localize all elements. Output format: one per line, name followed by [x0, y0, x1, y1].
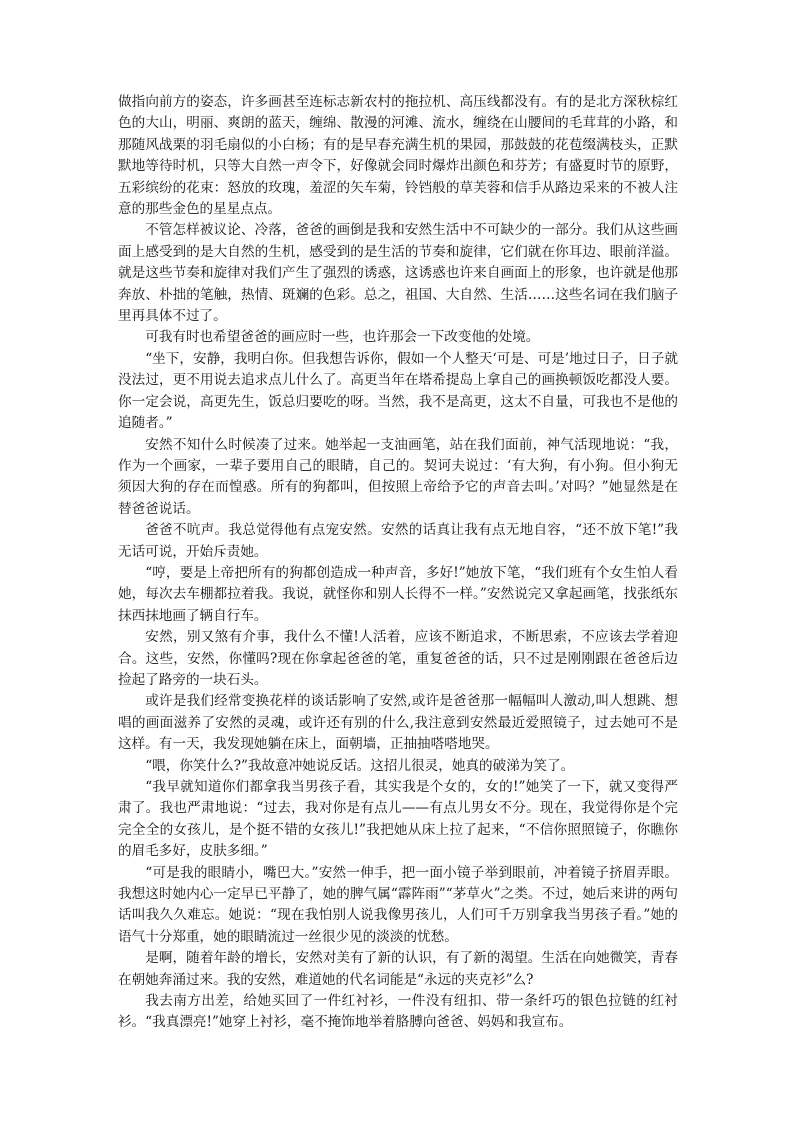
- paragraph-7: “哼，要是上帝把所有的狗都创造成一种声音，多好!”她放下笔，“我们班有个女生怕人看她，每次去车棚都拉着我。我说，就怪你和别人长得不一样。”安然说完又拿起画笔，找张纸东抹西抹地画了辆自行车。: [118, 564, 678, 624]
- paragraph-4: “坐下，安静，我明白你。但我想告诉你，假如一个人整天‘可是、可是’地过日子，日子就没法过，更不用说去追求点儿什么了。高更当年在塔希提岛上拿自己的画换顿饭吃都没人要。你一定会说，高更先生，饭总归要吃的呀。当然，我不是高更，这太不自量，可我也不是他的追随者。”: [118, 350, 678, 432]
- paragraph-6: 爸爸不吭声。我总觉得他有点宠安然。安然的话真让我有点无地自容，“还不放下笔!”我无话可说，开始斥责她。: [118, 522, 678, 560]
- paragraph-5: 安然不知什么时候凑了过来。她举起一支油画笔，站在我们面前，神气活现地说：“我，作为一个画家，一辈子要用自己的眼睛，自己的。契诃夫说过：‘有大狗，有小狗。但小狗无须因大狗的存在而惶惑。所有的狗都叫，但按照上帝给予它的声音去叫。’对吗？”她显然是在替爸爸说话。: [118, 436, 678, 517]
- document-page: [118, 92, 678, 1034]
- paragraph-2: 不管怎样被议论、冷落，爸爸的画倒是我和安然生活中不可缺少的一部分。我们从这些画面上感受到的是大自然的生机，感受到的是生活的节奏和旋律，它们就在你耳边、眼前洋溢。就是这些节奏和旋律对我们产生了强烈的诱惑，这诱惑也许来自画面上的形象，也许就是他那奔放、朴拙的笔触，热情、斑斓的色彩。总之，祖国、大自然、生活……这些名词在我们脑子里再具体不过了。: [118, 222, 678, 325]
- paragraph-1: 做指向前方的姿态，许多画甚至连标志新农村的拖拉机、高压线都没有。有的是北方深秋棕红色的大山，明丽、爽朗的蓝天，缠绵、散漫的河滩、流水，缠绕在山腰间的毛茸茸的小路，和那随风战栗的羽毛扇似的小白杨；有的是早春充满生机的果园，那鼓鼓的花苞缀满枝头，正默默地等待时机，只等大自然一声令下，好像就会同时爆炸出颜色和芬芳；有盛夏时节的原野，五彩缤纷的花束：怒放的玫瑰，羞涩的矢车菊，铃铛般的草芙蓉和信手从路边采来的不被人注意的那些金色的星星点点。: [118, 94, 678, 218]
- paragraph-12: “可是我的眼睛小，嘴巴大。”安然一伸手，把一面小镜子举到眼前，冲着镜子挤眉弄眼。我想这时她内心一定早已平静了，她的脾气属“霹阵雨”“茅草火”之类。不过，她后来讲的两句话叫我久久难忘。她说：“现在我怕别人说我像男孩儿，人们可千万别拿我当男孩子看。”她的语气十分郑重，她的眼睛流过一丝很少见的淡淡的忧愁。: [118, 864, 678, 945]
- paragraph-13: 是啊，随着年龄的增长，安然对美有了新的认识，有了新的渴望。生活在向她微笑，青春在朝她奔涌过来。我的安然，难道她的代名词能是“永远的夹克衫”么?: [118, 950, 678, 988]
- paragraph-11: “我早就知道你们都拿我当男孩子看，其实我是个女的，女的!”她笑了一下，就又变得严肃了。我也严肃地说：“过去，我对你是有点儿——有点儿男女不分。现在，我觉得你是个完完全全的女孩儿，是个挺不错的女孩儿!”我把她从床上拉了起来，“不信你照照镜子，你瞧你的眉毛多好，皮肤多细。”: [118, 779, 678, 860]
- paragraph-14: 我去南方出差，给她买回了一件红衬衫，一件没有纽扣、带一条纤巧的银色拉链的红衬衫。“我真漂亮!”她穿上衬衫，毫不掩饰地举着胳膊向爸爸、妈妈和我宣布。: [118, 993, 678, 1031]
- paragraph-10: “喂，你笑什么?”我故意冲她说反话。这招儿很灵，她真的破涕为笑了。: [145, 757, 575, 774]
- paragraph-3: 可我有时也希望爸爸的画应时一些，也许那会一下改变他的处境。: [145, 329, 540, 346]
- paragraph-8: 安然，别又煞有介事，我什么不懂!人活着，应该不断追求，不断思索，不应该去学着迎合。这些，安然，你懂吗?现在你拿起爸爸的笔，重复爸爸的话，只不过是刚刚跟在爸爸后边捡起了路旁的一块石头。: [118, 629, 678, 688]
- paragraph-9: 或许是我们经常变换花样的谈话影响了安然,或许是爸爸那一幅幅叫人激动,叫人想跳、想唱的画面滋养了安然的灵魂，或许还有别的什么,我注意到安然最近爱照镜子，过去她可不是这样。有一天，我发现她躺在床上，面朝墙，正抽抽嗒嗒地哭。: [118, 693, 678, 753]
